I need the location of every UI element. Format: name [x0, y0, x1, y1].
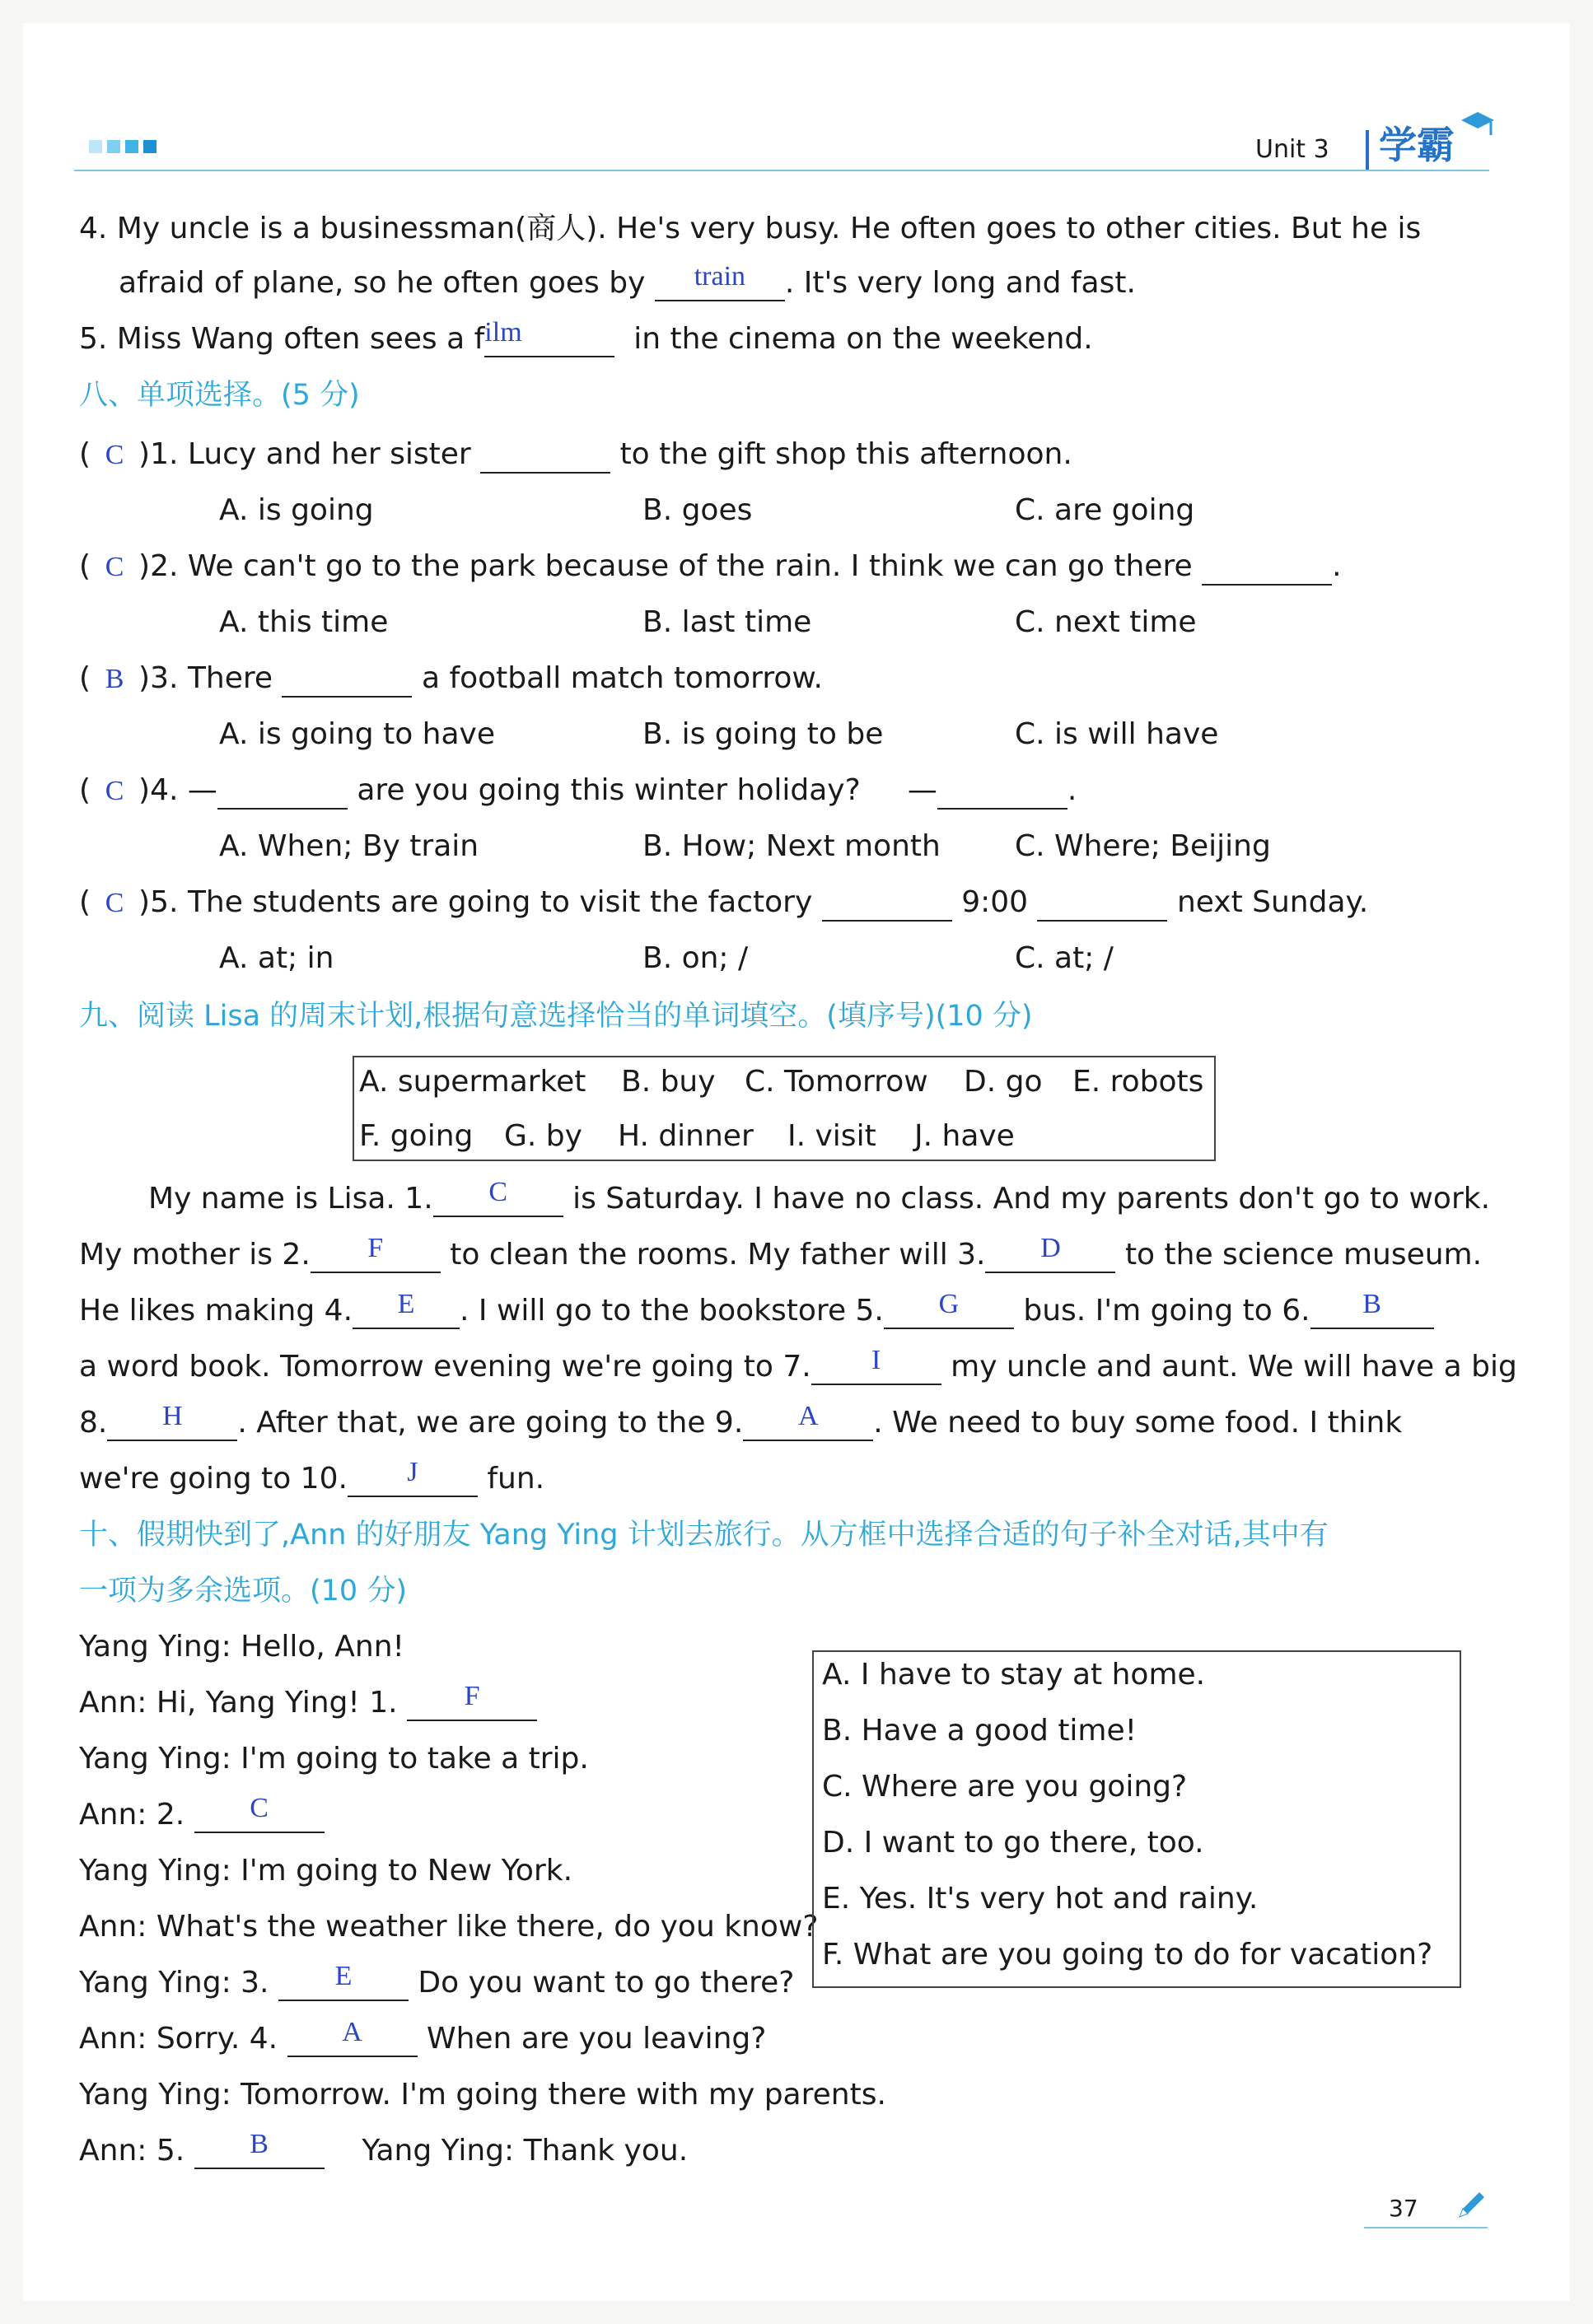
answer-text: H: [162, 1401, 183, 1431]
unit-label: Unit 3: [1255, 135, 1329, 164]
word-bank-item: F. going: [359, 1119, 474, 1153]
word-bank-item: H. dinner: [618, 1119, 754, 1153]
header-decoration: [89, 140, 156, 156]
mc-question-1: ( C )1. Lucy and her sister to the gift shop this afternoon.: [79, 436, 1072, 474]
page-number: 37: [1389, 2195, 1418, 2222]
brand-logo: 学霸: [1379, 123, 1455, 167]
dialogue-line: Ann: What's the weather like there, do you know?: [79, 1910, 819, 1944]
word-bank-item: G. by: [504, 1119, 582, 1153]
word-bank-item: D. go: [964, 1065, 1043, 1099]
mc-option: B. on; /: [642, 941, 749, 975]
answer-text: A: [798, 1401, 819, 1431]
answer-blank: [282, 663, 412, 698]
mc-option: A. is going: [219, 493, 374, 527]
answer-blank: [433, 1177, 563, 1217]
answer-text: ilm: [484, 317, 522, 348]
answer-blank: [107, 1401, 237, 1441]
answer-blank: [287, 2017, 418, 2057]
mc-option: B. How; Next month: [642, 829, 941, 863]
word-bank-item: A. supermarket: [359, 1065, 586, 1099]
answer-blank: [884, 1289, 1014, 1329]
q4-line2: afraid of plane, so he often goes by train . It's very long and fast.: [119, 265, 1136, 301]
dialogue-line: Yang Ying: Hello, Ann!: [79, 1630, 404, 1664]
answer-blank: [1037, 887, 1167, 922]
dialogue-line: Yang Ying: Tomorrow. I'm going there with my parents.: [79, 2078, 886, 2112]
answer-blank: [937, 775, 1067, 810]
passage-line: a word book. Tomorrow evening we're going to 7. I my uncle and aunt. We will have a big: [79, 1349, 1517, 1385]
dialogue-line: Ann: Sorry. 4. A When are you leaving?: [79, 2021, 766, 2057]
answer-text: E: [334, 1961, 353, 1991]
word-bank-item: J. have: [914, 1119, 1015, 1153]
answer-blank: [655, 261, 785, 301]
mc-option: B. is going to be: [642, 717, 884, 751]
dialogue-line: Ann: Hi, Yang Ying! 1. F: [79, 1685, 537, 1721]
answer-blank: [353, 1289, 460, 1329]
mc-option: A. at; in: [219, 941, 334, 975]
answer-text: F: [464, 1681, 480, 1711]
answer-blank: [348, 1457, 478, 1497]
answer-text: C: [105, 440, 124, 470]
passage-line: My name is Lisa. 1. C is Saturday. I have no class. And my parents don't go to work.: [148, 1181, 1490, 1217]
answer-blank: [985, 1233, 1115, 1273]
word-bank-item: I. visit: [787, 1119, 876, 1153]
word-bank-item: E. robots: [1072, 1065, 1204, 1099]
answer-text: C: [105, 552, 124, 582]
dialogue-option: D. I want to go there, too.: [822, 1826, 1204, 1860]
dialogue-line: Yang Ying: I'm going to take a trip.: [79, 1742, 589, 1776]
answer-text: C: [488, 1177, 507, 1207]
dialogue-option: A. I have to stay at home.: [822, 1658, 1206, 1692]
answer-blank: [822, 887, 952, 922]
pencil-icon: [1455, 2189, 1488, 2225]
dialogue-line: Ann: 5. B Yang Ying: Thank you.: [79, 2133, 688, 2169]
answer-text: J: [407, 1457, 418, 1487]
dialogue-option: C. Where are you going?: [822, 1770, 1188, 1804]
answer-text: A: [342, 2017, 362, 2047]
mc-option: C. next time: [1015, 605, 1197, 639]
answer-blank: [480, 439, 610, 474]
header-rule: [74, 170, 1489, 171]
q4-line1: 4. My uncle is a businessman(商人). He's very busy. He often goes to other cities. But he is: [79, 212, 1422, 245]
answer-blank: [217, 775, 348, 810]
word-bank-item: B. buy: [621, 1065, 716, 1099]
mc-question-4: ( C )4. — are you going this winter holiday? — .: [79, 772, 1077, 810]
passage-line: My mother is 2. F to clean the rooms. My father will 3. D to the science museum.: [79, 1237, 1482, 1273]
answer-blank: [311, 1233, 441, 1273]
mc-option: C. is will have: [1015, 717, 1219, 751]
dialogue-option: B. Have a good time!: [822, 1714, 1138, 1748]
graduation-cap-icon: [1460, 110, 1496, 142]
q5-line: 5. Miss Wang often sees a f ilm in the cinema on the weekend.: [79, 321, 1093, 357]
answer-text: train: [694, 261, 746, 292]
mc-question-5: ( C )5. The students are going to visit the factory 9:00 next Sunday.: [79, 884, 1368, 922]
answer-text: G: [938, 1289, 960, 1319]
passage-line: He likes making 4. E . I will go to the bookstore 5. G bus. I'm going to 6. B: [79, 1293, 1434, 1329]
mc-question-3: ( B )3. There a football match tomorrow.: [79, 660, 823, 698]
mc-option: A. this time: [219, 605, 389, 639]
dialogue-line: Yang Ying: I'm going to New York.: [79, 1854, 573, 1888]
brand-divider: [1366, 130, 1369, 171]
answer-text: F: [367, 1233, 384, 1263]
answer-blank: [407, 1681, 537, 1721]
answer-text: B: [105, 664, 124, 694]
dialogue-option: F. What are you going to do for vacation?: [822, 1938, 1433, 1972]
mc-question-2: ( C )2. We can't go to the park because of the rain. I think we can go there .: [79, 548, 1342, 586]
answer-blank: [484, 317, 614, 357]
answer-blank: [278, 1961, 409, 2001]
dialogue-line: Yang Ying: 3. E Do you want to go there?: [79, 1965, 794, 2001]
mc-option: C. are going: [1015, 493, 1195, 527]
dialogue-option: E. Yes. It's very hot and rainy.: [822, 1882, 1259, 1916]
answer-text: C: [105, 776, 124, 806]
section10-title-line2: 一项为多余选项。(10 分): [79, 1575, 407, 1608]
section8-title: 八、单项选择。(5 分): [79, 379, 360, 412]
section9-title: 九、阅读 Lisa 的周末计划,根据句意选择恰当的单词填空。(填序号)(10 分): [79, 1000, 1033, 1033]
passage-line: 8. H . After that, we are going to the 9. A . We need to buy some food. I think: [79, 1405, 1402, 1441]
answer-blank: [743, 1401, 873, 1441]
footer-rule: [1364, 2227, 1488, 2228]
answer-blank: [1202, 551, 1332, 586]
mc-option: B. goes: [642, 493, 753, 527]
answer-text: B: [1362, 1289, 1381, 1319]
answer-blank: [811, 1345, 941, 1385]
answer-blank: [194, 2129, 325, 2169]
answer-text: D: [1040, 1233, 1061, 1263]
answer-text: E: [397, 1289, 415, 1319]
mc-option: A. is going to have: [219, 717, 495, 751]
answer-blank: [194, 1793, 325, 1833]
answer-text: I: [871, 1345, 881, 1375]
answer-text: B: [250, 2129, 269, 2159]
mc-option: A. When; By train: [219, 829, 479, 863]
mc-option: C. Where; Beijing: [1015, 829, 1271, 863]
dialogue-line: Ann: 2. C: [79, 1797, 325, 1833]
mc-option: B. last time: [642, 605, 812, 639]
passage-line: we're going to 10. J fun.: [79, 1461, 544, 1497]
answer-blank: [1310, 1289, 1434, 1329]
mc-option: C. at; /: [1015, 941, 1114, 975]
section10-title-line1: 十、假期快到了,Ann 的好朋友 Yang Ying 计划去旅行。从方框中选择合适的句子补全对话,其中有: [79, 1519, 1329, 1552]
word-bank-item: C. Tomorrow: [745, 1065, 928, 1099]
answer-text: C: [105, 888, 124, 918]
answer-text: C: [250, 1793, 269, 1823]
